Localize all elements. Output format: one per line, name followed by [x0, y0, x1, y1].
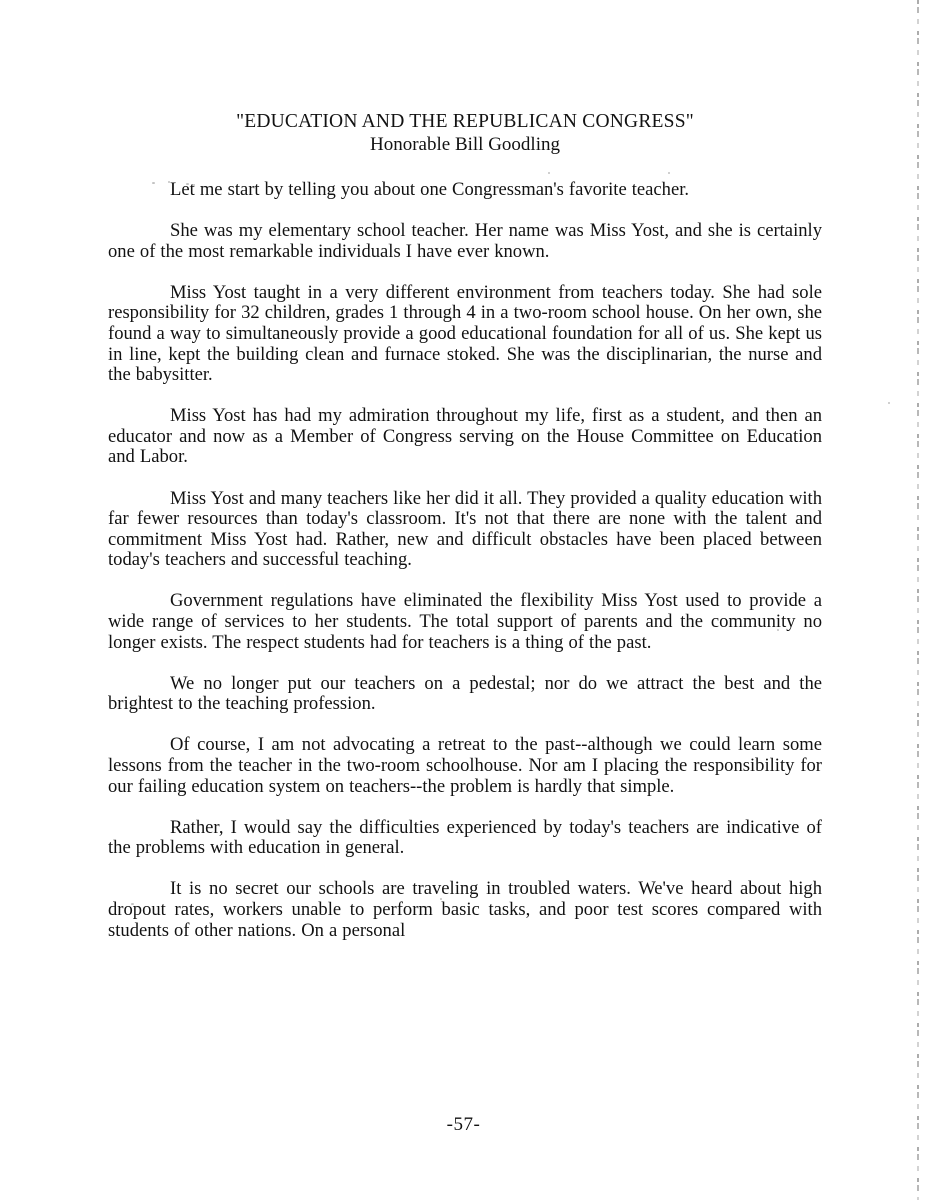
page-subtitle: Honorable Bill Goodling: [370, 134, 560, 155]
page-title: "EDUCATION AND THE REPUBLICAN CONGRESS": [236, 111, 694, 132]
scan-artifact-line: [917, 0, 919, 1200]
scan-speck: [668, 172, 670, 174]
scan-speck: [440, 898, 442, 900]
document-body: [108, 0, 822, 941]
scan-speck: [193, 184, 195, 186]
scan-speck: [777, 629, 779, 631]
paragraph: Government regulations have eliminated the flexibility Miss Yost used to provide a wide range of services to her students. The total support of parents and the community no longer exists. The respect students had for teachers is a thing of the past.: [108, 590, 822, 653]
scan-speck: [548, 172, 550, 174]
paragraph: Miss Yost and many teachers like her did it all. They provided a quality education with far fewer resources than today's classroom. It's not that there are none with the talent and commitment Miss Yost had. Rather, new and difficult obstacles have been placed between today's teachers and successful teaching.: [108, 487, 822, 571]
paragraph: Of course, I am not advocating a retreat to the past--although we could learn some lessons from the teacher in the two-room schoolhouse. Nor am I placing the responsibility for our failing education system on teachers--the problem is hardly that simple.: [108, 734, 822, 797]
scan-speck: [186, 183, 189, 185]
paragraph: We no longer put our teachers on a pedestal; nor do we attract the best and the brightest to the teaching profession.: [108, 672, 822, 715]
paragraph: Miss Yost taught in a very different environment from teachers today. She had sole responsibility for 32 children, grades 1 through 4 in a two-room school house. On her own, she found a way to simultaneously provide a good educational foundation for all of us. She kept us in line, kept the building clean and furnace stoked. She was the disciplinarian, the nurse and the babysitter.: [108, 281, 822, 386]
scan-speck: [152, 182, 155, 184]
page-number: -57-: [446, 1114, 481, 1135]
paragraph: Let me start by telling you about one Congressman's favorite teacher.: [170, 179, 690, 200]
paragraph: She was my elementary school teacher. Her name was Miss Yost, and she is certainly one of the most remarkable individuals I have ever known.: [108, 220, 822, 262]
scan-speck: [888, 402, 890, 404]
paragraph: Miss Yost has had my admiration throughout my life, first as a student, and then an educator and now as a Member of Congress serving on the House Committee on Education and Labor.: [108, 405, 822, 468]
scan-speck: [168, 181, 170, 183]
scan-speck: [131, 903, 134, 905]
paragraph: It is no secret our schools are traveling in troubled waters. We've heard about high dropout rates, workers unable to perform basic tasks, and poor test scores compared with students of other nations. On a personal: [108, 878, 822, 941]
paragraph: Rather, I would say the difficulties experienced by today's teachers are indicative of the problems with education in general.: [108, 816, 822, 859]
